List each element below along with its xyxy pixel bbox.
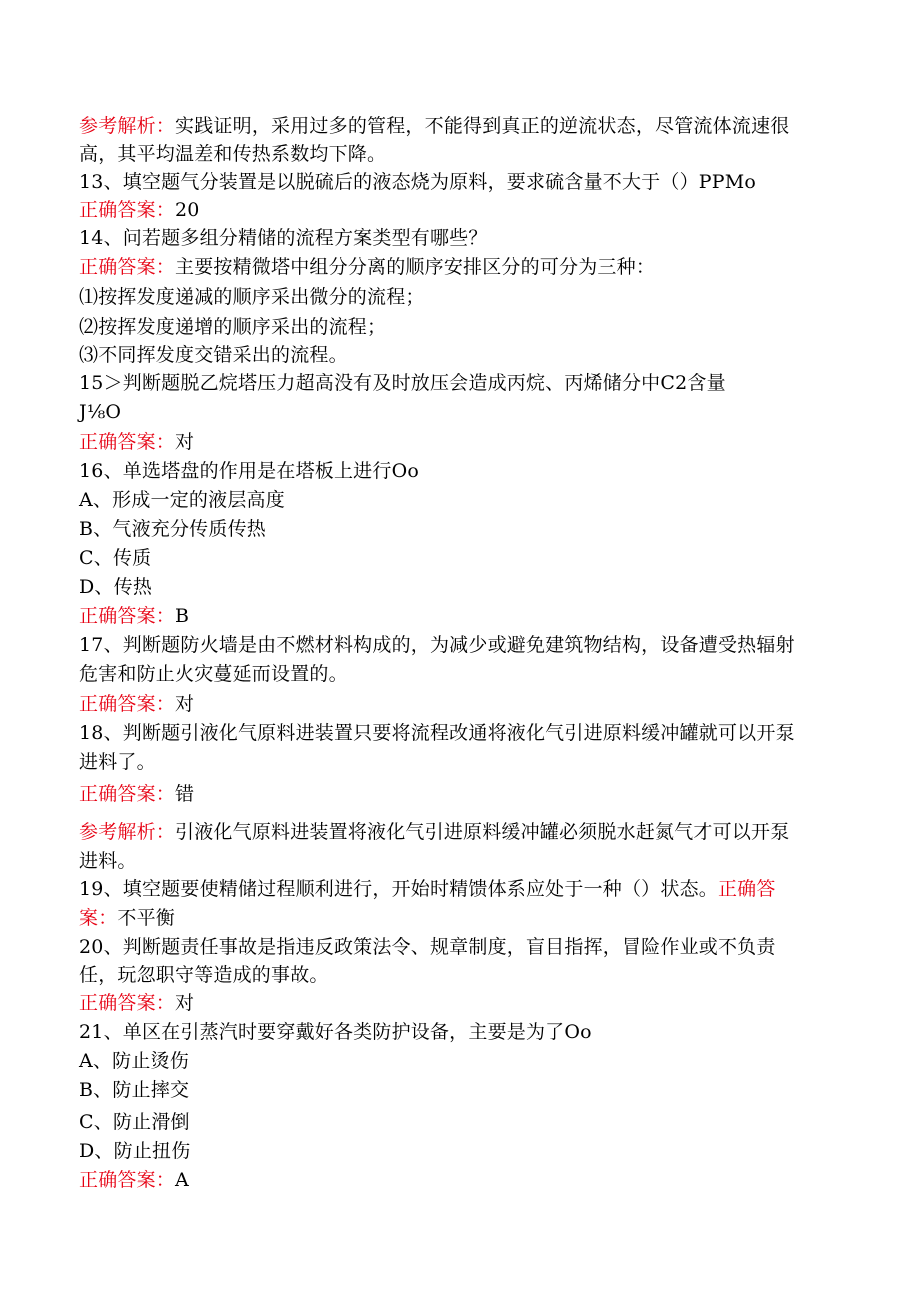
option-16-b: B、气液充分传质传热 xyxy=(79,518,266,540)
answer-label: 正确答案： xyxy=(79,256,176,278)
question-17-line1: 17、判断题防火墙是由不燃材料构成的，为减少或避免建筑物结构，设备遭受热辐射 xyxy=(79,634,795,656)
answer-14-point-2: ⑵按挥发度递增的顺序采出的流程； xyxy=(79,316,387,338)
question-19 xyxy=(79,875,839,903)
option-21-b: B、防止摔交 xyxy=(79,1079,190,1101)
question-20-line1: 20、判断题责任事故是指违反政策法令、规章制度，盲目指挥，冒险作业或不负责 xyxy=(79,936,776,958)
question-16: 16、单选塔盘的作用是在塔板上进行Oo xyxy=(79,460,419,482)
answer-value: 对 xyxy=(175,693,195,715)
answer-label: 正确答案： xyxy=(79,992,176,1014)
answer-value: B xyxy=(175,605,190,627)
question-21: 21、单区在引蒸汽时要穿戴好各类防护设备，主要是为了Oo xyxy=(79,1021,592,1043)
explanation-text: 实践证明，采用过多的管程，不能得到真正的逆流状态，尽管流体流速很 xyxy=(175,115,790,137)
answer-label: 正确答案： xyxy=(79,783,176,805)
answer-value: 对 xyxy=(175,992,195,1014)
option-16-d: D、传热 xyxy=(79,576,153,598)
answer-label: 正确答案： xyxy=(79,431,176,453)
answer-label: 正确答案： xyxy=(79,199,176,221)
answer-value: A xyxy=(175,1169,189,1191)
question-14: 14、问若题多组分精储的流程方案类型有哪些？ xyxy=(79,227,488,249)
answer-16 xyxy=(79,602,839,630)
question-17-line2: 危害和防止火灾蔓延而设置的。 xyxy=(79,663,348,685)
answer-label: 案： xyxy=(79,907,118,929)
answer-18 xyxy=(79,780,839,808)
question-13: 13、填空题气分装置是以脱硫后的液态烧为原料，要求硫含量不大于（）PPMo xyxy=(79,171,757,193)
option-21-a: A、防止烫伤 xyxy=(79,1050,189,1072)
answer-label: 正确答案： xyxy=(79,1169,176,1191)
question-15-line1: 15＞判断题脱乙烷塔压力超高没有及时放压会造成丙烷、丙烯储分中C2含量 xyxy=(79,372,726,394)
explanation-18-line1 xyxy=(79,818,839,846)
answer-19 xyxy=(79,904,839,932)
explanation-text: 引液化气原料进装置将液化气引进原料缓冲罐必须脱水赶氮气才可以开泵 xyxy=(175,821,790,843)
explanation-18-line2: 进料。 xyxy=(79,850,137,872)
answer-14-point-3: ⑶不同挥发度交错采出的流程。 xyxy=(79,344,348,366)
option-16-c: C、传质 xyxy=(79,547,152,569)
answer-label: 正确答 xyxy=(717,878,776,900)
answer-value: 不平衡 xyxy=(117,907,176,929)
question-text: 19、填空题要使精储过程顺利进行，开始时精馈体系应处于一种（）状态。 xyxy=(79,878,718,900)
answer-14 xyxy=(79,253,839,281)
option-21-d: D、防止扭伤 xyxy=(79,1140,191,1162)
option-21-c: C、防止滑倒 xyxy=(79,1111,190,1133)
answer-label: 正确答案： xyxy=(79,693,176,715)
option-16-a: A、形成一定的液层高度 xyxy=(79,489,285,511)
answer-value: 错 xyxy=(175,783,195,805)
answer-21 xyxy=(79,1166,839,1194)
question-15-line2: J⅛O xyxy=(79,401,122,423)
answer-17 xyxy=(79,690,839,718)
explanation-label: 参考解析： xyxy=(79,115,176,137)
explanation-q12-line2: 高，其平均温差和传热系数均下降。 xyxy=(79,143,387,165)
question-20-line2: 任，玩忽职守等造成的事故。 xyxy=(79,964,329,986)
answer-value: 对 xyxy=(175,431,195,453)
question-18-line2: 进料了。 xyxy=(79,751,156,773)
question-18-line1: 18、判断题引液化气原料进装置只要将流程改通将液化气引进原料缓冲罐就可以开泵 xyxy=(79,722,795,744)
explanation-label: 参考解析： xyxy=(79,821,176,843)
answer-20 xyxy=(79,989,839,1017)
answer-label: 正确答案： xyxy=(79,605,176,627)
answer-14-point-1: ⑴按挥发度递减的顺序采出微分的流程； xyxy=(79,286,425,308)
answer-15 xyxy=(79,428,839,456)
answer-value: 20 xyxy=(175,199,200,221)
explanation-q12-line1 xyxy=(79,112,839,140)
answer-value: 主要按精微塔中组分分离的顺序安排区分的可分为三种： xyxy=(175,256,656,278)
answer-13 xyxy=(79,196,839,224)
